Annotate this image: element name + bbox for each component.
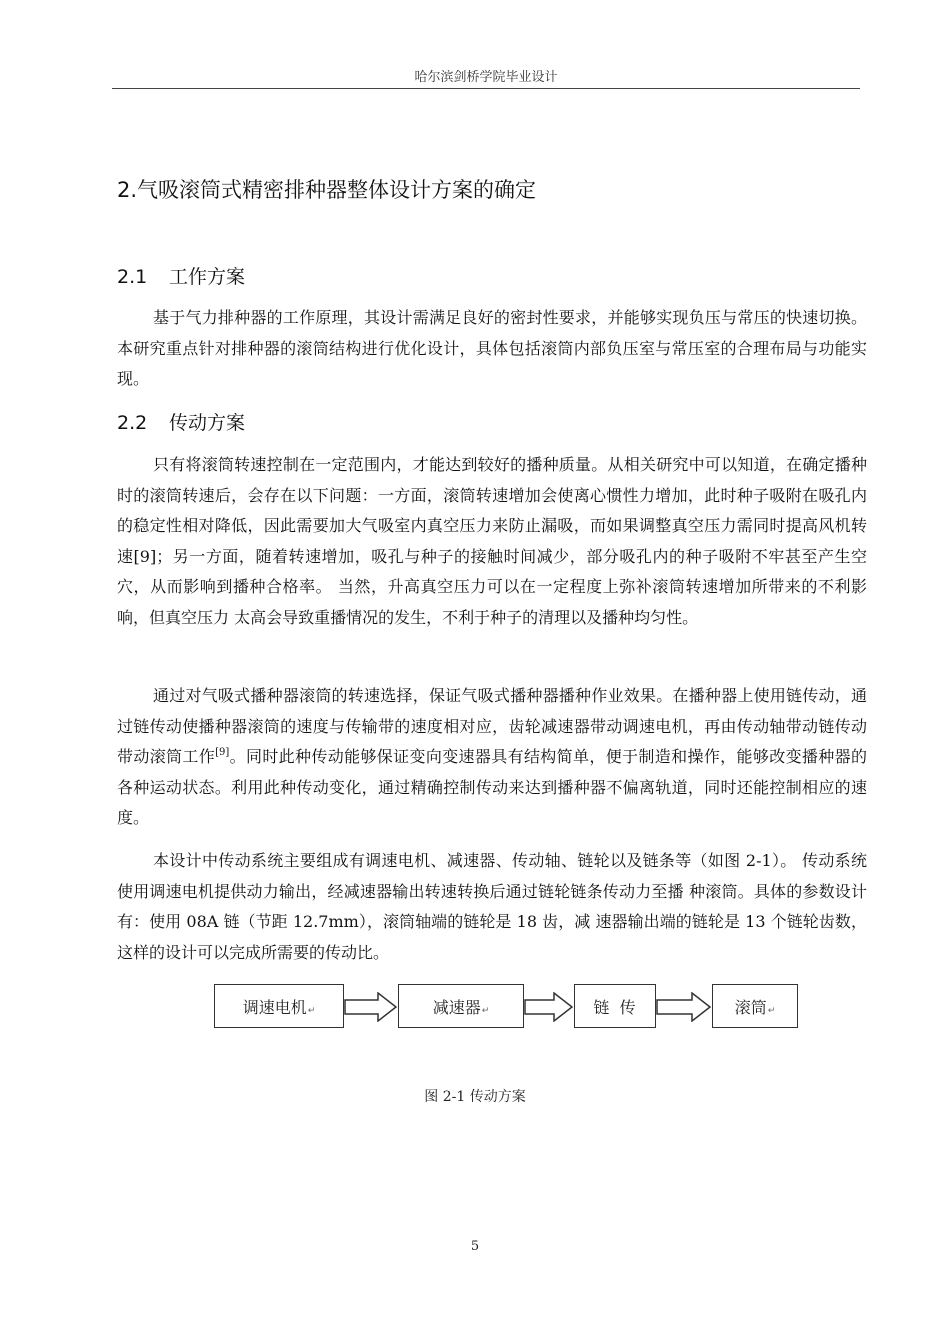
diagram-box-motor — [214, 984, 344, 1028]
box-label: 链 传 — [593, 997, 636, 1017]
right-arrow-icon — [656, 992, 712, 1022]
paragraph-rotation-speed: 只有将滚筒转速控制在一定范围内，才能达到较好的播种质量。从相关研究中可以知道，在确定播种时的滚筒转速后，会存在以下问题：一方面，滚筒转速增加会使离心惯性力增加，此时种子吸附在吸孔内的稳定性相对降低，因此需要加大气吸室内真空压力来防止漏吸，而如果调整真空压力需同时提高风机转速[9]；另一方面，随着转速增加，吸孔与种子的接触时间减少，部分吸孔内的种子吸附不牢甚至产生空穴，从而影响到播种合格率。 当然，升高真空压力可以在一定程度上弥补滚筒转速增加所带来的不利影响，但真空压力 太高会导致重播情况的发生，不利于种子的清理以及播种均匀性。 — [117, 455, 867, 627]
paragraph-chain-drive — [117, 681, 867, 834]
box-label: 调速电机 — [242, 997, 307, 1017]
return-mark-icon: ↵ — [307, 1006, 316, 1016]
paragraph-text: 。同时此种传动能够保证变向变速器具有结构简单，便于制造和操作，能够改变播种器的各种运动状态。利用此种传动变化，通过精确控制传动来达到播种器不偏离轨道，同时还能控制相应的速度。 — [117, 747, 867, 827]
section-number: 2.1 — [117, 266, 148, 288]
section-number: 2.2 — [117, 412, 148, 434]
section-heading-2-1 — [117, 262, 245, 289]
box-label: 减速器 — [432, 997, 481, 1017]
diagram-box-drum — [712, 984, 798, 1028]
box-label: 滚筒 — [734, 997, 767, 1017]
header-divider — [112, 88, 860, 89]
return-mark-icon: ↵ — [767, 1006, 776, 1016]
paragraph-work-plan: 基于气力排种器的工作原理，其设计需满足良好的密封性要求，并能够实现负压与常压的快速切换。本研究重点针对排种器的滚筒结构进行优化设计，具体包括滚筒内部负压室与常压室的合理布局与功能实现。 — [117, 308, 867, 388]
transmission-diagram — [212, 981, 807, 1033]
section-heading-2-2 — [117, 408, 245, 435]
paragraph-transmission-system: 本设计中传动系统主要组成有调速电机、减速器、传动轴、链轮以及链条等（如图 2-1）。 传动系统使用调速电机提供动力输出，经减速器输出转速转换后通过链轮链条传动力至播 种滚筒。具体的参数设计有：使用 08A 链（节距 12.7mm），滚筒轴端的链轮是 18 齿，减 速器输出端的链轮是 13 个链轮齿数，这样的设计可以完成所需要的传动比。 — [117, 851, 867, 962]
section-title: 传动方案 — [169, 412, 246, 434]
citation: [9] — [215, 747, 230, 758]
diagram-box-chain — [574, 984, 656, 1028]
section-title: 工作方案 — [169, 266, 246, 288]
figure-caption: 图 2-1 传动方案 — [424, 1089, 526, 1105]
page-header: 哈尔滨剑桥学院毕业设计 — [414, 70, 558, 85]
return-mark-icon: ↵ — [481, 1006, 490, 1016]
paragraph-text: 通过对气吸式播种器滚筒的转速选择，保证气吸式播种器播种作业效果。在播种器上使用链传动，通过链传动使播种器滚筒的速度与传输带的速度相对应，齿轮减速器带动调速电机，再由传动轴带动链传动带动滚筒工作 — [117, 686, 867, 766]
diagram-box-reducer — [398, 984, 524, 1028]
chapter-title: 2.气吸滚筒式精密排种器整体设计方案的确定 — [117, 178, 537, 202]
right-arrow-icon — [344, 992, 398, 1022]
page-number: 5 — [470, 1239, 480, 1254]
right-arrow-icon — [524, 992, 574, 1022]
